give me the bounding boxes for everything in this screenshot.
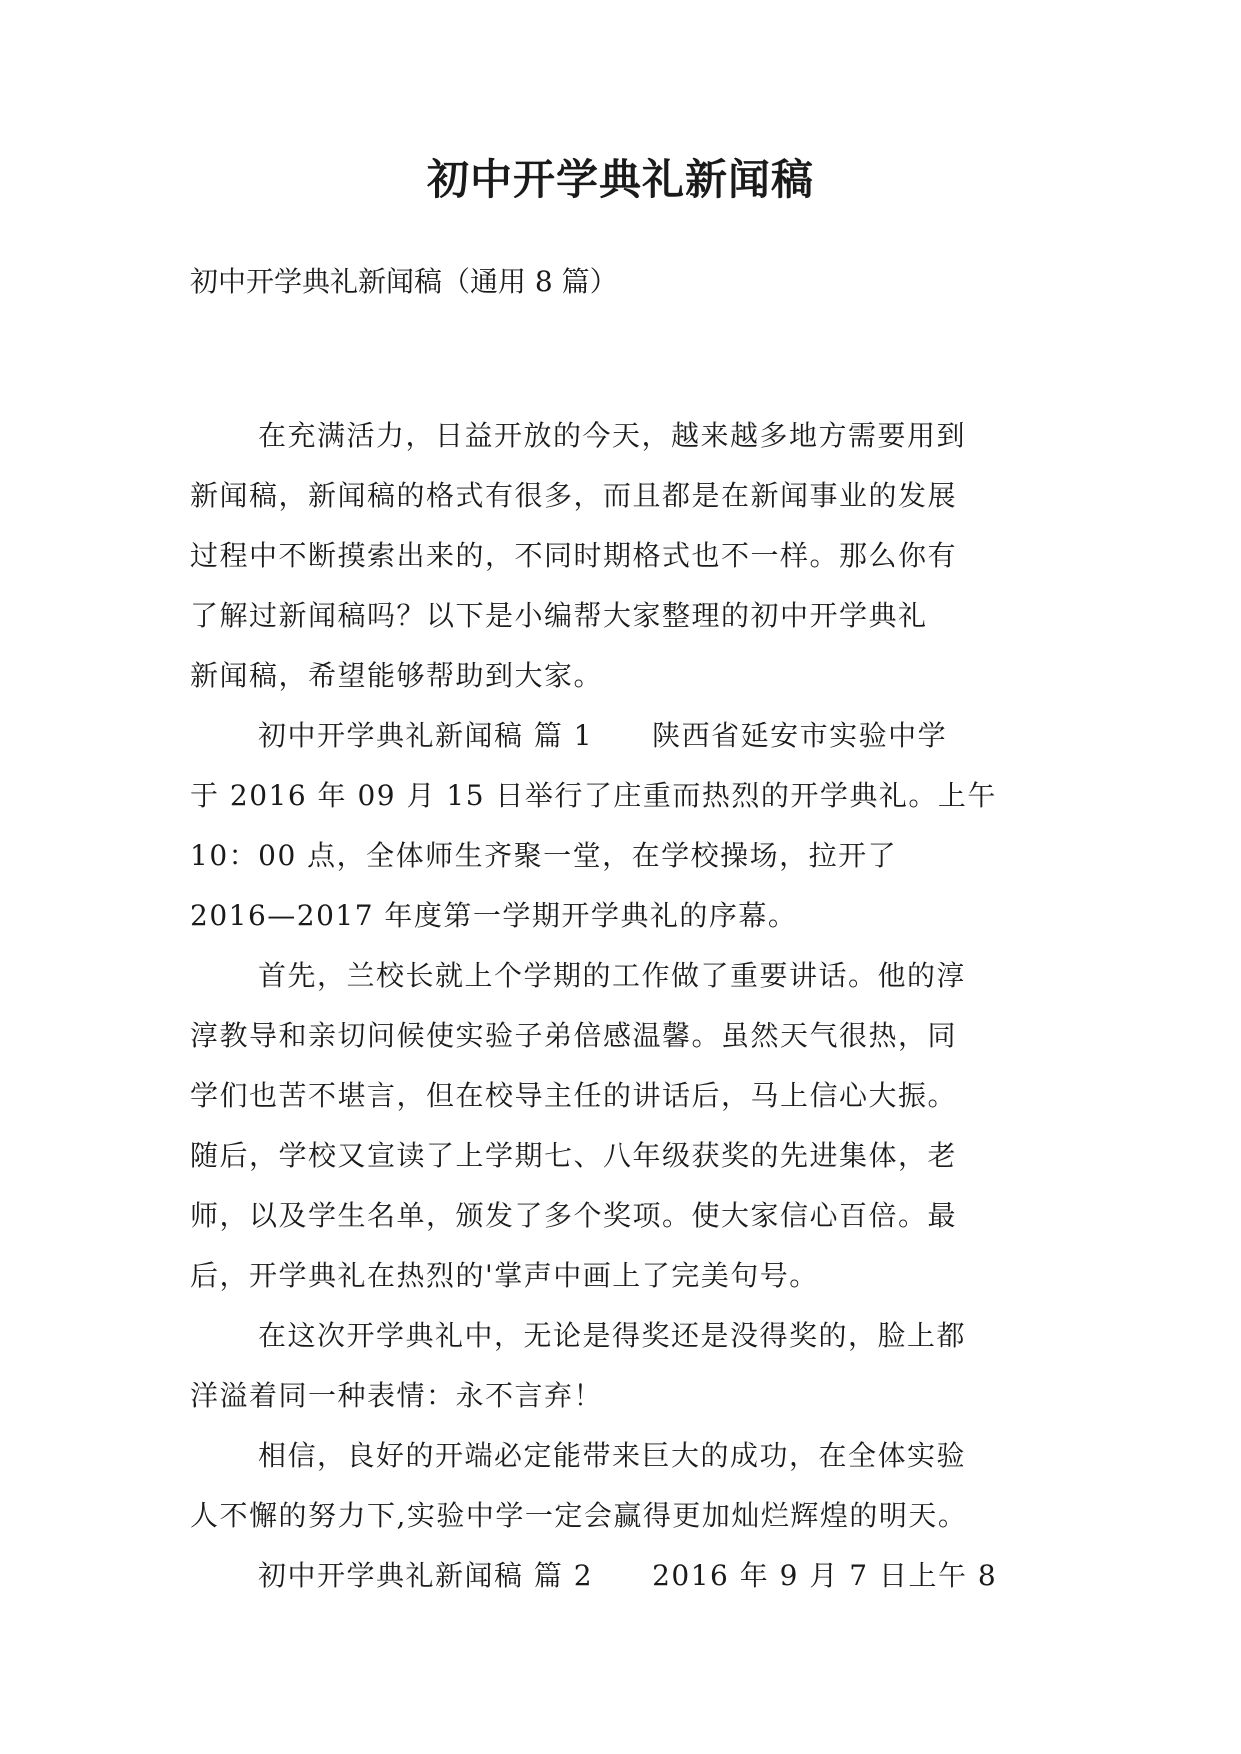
paragraph-line: 相信，良好的开端必定能带来巨大的成功，在全体实验 — [258, 1439, 967, 1472]
paragraph-line: 过程中不断摸索出来的，不同时期格式也不一样。那么你有 — [190, 539, 958, 572]
paragraph-line: 新闻稿，希望能够帮助到大家。 — [190, 659, 604, 692]
document-body — [190, 406, 1050, 1606]
document-title: 初中开学典礼新闻稿 — [426, 155, 814, 204]
paragraph-line: 初中开学典礼新闻稿 篇 2 2016 年 9 月 7 日上午 8 — [258, 1559, 998, 1592]
paragraph-line: 于 2016 年 09 月 15 日举行了庄重而热烈的开学典礼。上午 — [190, 779, 997, 812]
paragraph-line: 10：00 点，全体师生齐聚一堂，在学校操场，拉开了 — [190, 839, 898, 872]
paragraph-line: 师，以及学生名单，颁发了多个奖项。使大家信心百倍。最 — [190, 1199, 958, 1232]
paragraph-line: 后，开学典礼在热烈的'掌声中画上了完美句号。 — [190, 1259, 819, 1292]
paragraph-line: 人不懈的努力下,实验中学一定会赢得更加灿烂辉煌的明天。 — [190, 1499, 968, 1532]
paragraph-line: 学们也苦不堪言，但在校导主任的讲话后，马上信心大振。 — [190, 1079, 958, 1112]
paragraph-line: 2016—2017 年度第一学期开学典礼的序幕。 — [190, 899, 798, 932]
paragraph-line: 随后，学校又宣读了上学期七、八年级获奖的先进集体，老 — [190, 1139, 958, 1172]
paragraph-line: 了解过新闻稿吗？以下是小编帮大家整理的初中开学典礼 — [190, 599, 928, 632]
paragraph-line: 初中开学典礼新闻稿 篇 1 陕西省延安市实验中学 — [258, 719, 948, 752]
paragraph-line: 在充满活力，日益开放的今天，越来越多地方需要用到 — [258, 419, 967, 452]
paragraph-line: 淳教导和亲切问候使实验子弟倍感温馨。虽然天气很热，同 — [190, 1019, 958, 1052]
document-subtitle: 初中开学典礼新闻稿（通用 8 篇） — [190, 265, 618, 298]
paragraph-line: 在这次开学典礼中，无论是得奖还是没得奖的，脸上都 — [258, 1319, 967, 1352]
paragraph-line: 新闻稿，新闻稿的格式有很多，而且都是在新闻事业的发展 — [190, 479, 958, 512]
paragraph-line: 首先，兰校长就上个学期的工作做了重要讲话。他的淳 — [258, 959, 967, 992]
paragraph-line: 洋溢着同一种表情：永不言弃！ — [190, 1379, 604, 1412]
